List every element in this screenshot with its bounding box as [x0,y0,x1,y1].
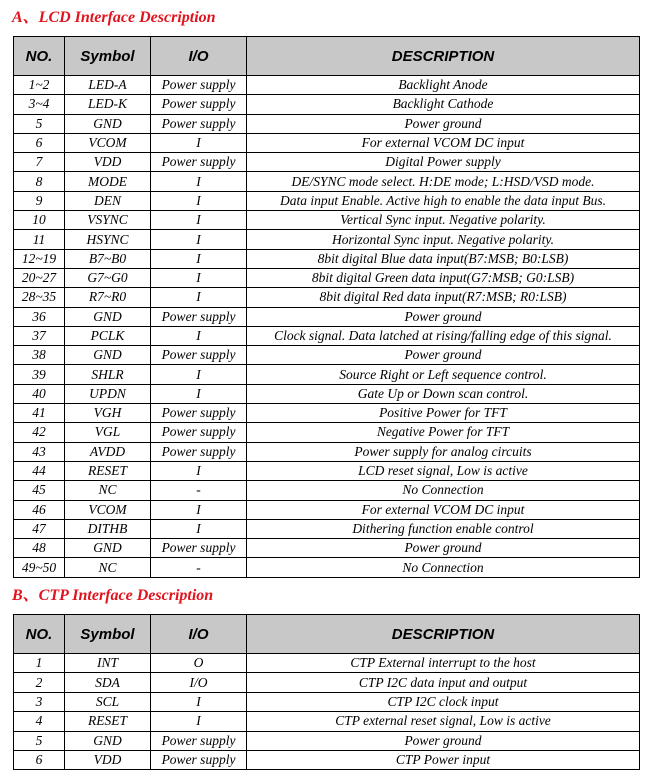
io-type-cell: I [151,191,247,210]
column-header-pin-number: NO. [14,615,65,654]
pin-number-cell: 39 [14,365,65,384]
table-row [14,404,640,423]
table-row [14,133,640,152]
description-cell: Power ground [247,346,640,365]
io-type-cell: - [151,481,247,500]
symbol-cell: G7~G0 [65,268,151,287]
symbol-cell: GND [65,307,151,326]
table-row [14,114,640,133]
table-row [14,654,640,673]
io-type-cell: I/O [151,673,247,692]
description-cell: Positive Power for TFT [247,404,640,423]
symbol-cell: DEN [65,191,151,210]
description-cell: Dithering function enable control [247,519,640,538]
symbol-cell: VGH [65,404,151,423]
table-row [14,191,640,210]
column-header-description: DESCRIPTION [247,37,640,76]
pin-number-cell: 42 [14,423,65,442]
header-row [14,37,640,76]
table-row [14,365,640,384]
io-type-cell: I [151,288,247,307]
symbol-cell: SDA [65,673,151,692]
io-type-cell: I [151,326,247,345]
pin-number-cell: 5 [14,114,65,133]
description-cell: Digital Power supply [247,153,640,172]
pin-number-cell: 11 [14,230,65,249]
symbol-cell: PCLK [65,326,151,345]
io-type-cell: Power supply [151,153,247,172]
description-cell: Power ground [247,731,640,750]
symbol-cell: RESET [65,461,151,480]
pin-number-cell: 38 [14,346,65,365]
symbol-cell: LED-A [65,76,151,95]
table-row [14,442,640,461]
io-type-cell: Power supply [151,307,247,326]
io-type-cell: I [151,133,247,152]
description-cell: Vertical Sync input. Negative polarity. [247,211,640,230]
symbol-cell: GND [65,731,151,750]
table-row [14,249,640,268]
io-type-cell: I [151,268,247,287]
io-type-cell: O [151,654,247,673]
table-row [14,268,640,287]
io-type-cell: Power supply [151,95,247,114]
symbol-cell: B7~B0 [65,249,151,268]
description-cell: Gate Up or Down scan control. [247,384,640,403]
pin-number-cell: 5 [14,731,65,750]
symbol-cell: MODE [65,172,151,191]
lcd-section-title: A、LCD Interface Description [12,9,216,26]
lcd-table-header [14,37,640,76]
table-row [14,307,640,326]
pin-number-cell: 3~4 [14,95,65,114]
symbol-cell: NC [65,558,151,577]
lcd-interface-table [13,36,640,578]
description-cell: 8bit digital Blue data input(B7:MSB; B0:LSB) [247,249,640,268]
table-row [14,172,640,191]
pin-number-cell: 41 [14,404,65,423]
io-type-cell: Power supply [151,114,247,133]
pin-number-cell: 9 [14,191,65,210]
io-type-cell: I [151,712,247,731]
symbol-cell: SCL [65,692,151,711]
symbol-cell: AVDD [65,442,151,461]
table-row [14,346,640,365]
io-type-cell: Power supply [151,442,247,461]
symbol-cell: VCOM [65,500,151,519]
pin-number-cell: 28~35 [14,288,65,307]
pin-number-cell: 4 [14,712,65,731]
symbol-cell: GND [65,114,151,133]
pin-number-cell: 40 [14,384,65,403]
table-row [14,481,640,500]
symbol-cell: R7~R0 [65,288,151,307]
description-cell: Negative Power for TFT [247,423,640,442]
pin-number-cell: 45 [14,481,65,500]
io-type-cell: I [151,500,247,519]
description-cell: No Connection [247,481,640,500]
pin-number-cell: 1~2 [14,76,65,95]
column-header-description: DESCRIPTION [247,615,640,654]
symbol-cell: HSYNC [65,230,151,249]
table-row [14,461,640,480]
description-cell: For external VCOM DC input [247,500,640,519]
description-cell: LCD reset signal, Low is active [247,461,640,480]
pin-number-cell: 20~27 [14,268,65,287]
table-row [14,539,640,558]
io-type-cell: I [151,172,247,191]
pin-number-cell: 47 [14,519,65,538]
description-cell: 8bit digital Red data input(R7:MSB; R0:LSB) [247,288,640,307]
description-cell: Clock signal. Data latched at rising/falling edge of this signal. [247,326,640,345]
description-cell: Backlight Cathode [247,95,640,114]
description-cell: Backlight Anode [247,76,640,95]
pin-number-cell: 37 [14,326,65,345]
header-row [14,615,640,654]
description-cell: Horizontal Sync input. Negative polarity. [247,230,640,249]
symbol-cell: VDD [65,153,151,172]
pin-number-cell: 36 [14,307,65,326]
description-cell: CTP I2C clock input [247,692,640,711]
pin-number-cell: 3 [14,692,65,711]
io-type-cell: Power supply [151,404,247,423]
io-type-cell: Power supply [151,423,247,442]
table-row [14,423,640,442]
symbol-cell: DITHB [65,519,151,538]
description-cell: CTP Power input [247,750,640,769]
pin-number-cell: 48 [14,539,65,558]
io-type-cell: I [151,211,247,230]
symbol-cell: UPDN [65,384,151,403]
description-cell: Source Right or Left sequence control. [247,365,640,384]
pin-number-cell: 43 [14,442,65,461]
column-header-io-type: I/O [151,615,247,654]
column-header-symbol: Symbol [65,615,151,654]
table-row [14,153,640,172]
table-row [14,519,640,538]
symbol-cell: VSYNC [65,211,151,230]
io-type-cell: - [151,558,247,577]
description-cell: Power ground [247,307,640,326]
description-cell: DE/SYNC mode select. H:DE mode; L:HSD/VSD mode. [247,172,640,191]
symbol-cell: VDD [65,750,151,769]
table-row [14,230,640,249]
table-row [14,76,640,95]
description-cell: CTP I2C data input and output [247,673,640,692]
description-cell: For external VCOM DC input [247,133,640,152]
pin-number-cell: 49~50 [14,558,65,577]
table-row [14,326,640,345]
table-row [14,750,640,769]
io-type-cell: Power supply [151,731,247,750]
io-type-cell: I [151,249,247,268]
ctp-interface-table [13,614,640,770]
io-type-cell: Power supply [151,346,247,365]
description-cell: Power ground [247,114,640,133]
pin-number-cell: 10 [14,211,65,230]
description-cell: No Connection [247,558,640,577]
description-cell: CTP external reset signal, Low is active [247,712,640,731]
symbol-cell: SHLR [65,365,151,384]
pin-number-cell: 6 [14,750,65,769]
table-row [14,712,640,731]
io-type-cell: I [151,519,247,538]
io-type-cell: Power supply [151,750,247,769]
symbol-cell: VGL [65,423,151,442]
io-type-cell: I [151,384,247,403]
symbol-cell: INT [65,654,151,673]
table-row [14,731,640,750]
symbol-cell: GND [65,539,151,558]
table-row [14,500,640,519]
io-type-cell: I [151,365,247,384]
symbol-cell: GND [65,346,151,365]
table-row [14,558,640,577]
pin-number-cell: 2 [14,673,65,692]
description-cell: Power supply for analog circuits [247,442,640,461]
symbol-cell: RESET [65,712,151,731]
description-cell: Power ground [247,539,640,558]
symbol-cell: VCOM [65,133,151,152]
table-row [14,211,640,230]
table-row [14,95,640,114]
table-row [14,673,640,692]
io-type-cell: I [151,461,247,480]
description-cell: 8bit digital Green data input(G7:MSB; G0:LSB) [247,268,640,287]
ctp-table-header [14,615,640,654]
ctp-table-body [14,654,640,770]
symbol-cell: NC [65,481,151,500]
table-row [14,692,640,711]
lcd-table-body [14,76,640,578]
description-cell: Data input Enable. Active high to enable the data input Bus. [247,191,640,210]
table-row [14,384,640,403]
pin-number-cell: 7 [14,153,65,172]
io-type-cell: Power supply [151,76,247,95]
pin-number-cell: 6 [14,133,65,152]
pin-number-cell: 46 [14,500,65,519]
io-type-cell: Power supply [151,539,247,558]
io-type-cell: I [151,692,247,711]
pin-number-cell: 8 [14,172,65,191]
table-row [14,288,640,307]
column-header-symbol: Symbol [65,37,151,76]
pin-number-cell: 12~19 [14,249,65,268]
pin-number-cell: 1 [14,654,65,673]
pin-number-cell: 44 [14,461,65,480]
ctp-section-title: B、CTP Interface Description [12,587,214,604]
symbol-cell: LED-K [65,95,151,114]
column-header-io-type: I/O [151,37,247,76]
description-cell: CTP External interrupt to the host [247,654,640,673]
column-header-pin-number: NO. [14,37,65,76]
io-type-cell: I [151,230,247,249]
